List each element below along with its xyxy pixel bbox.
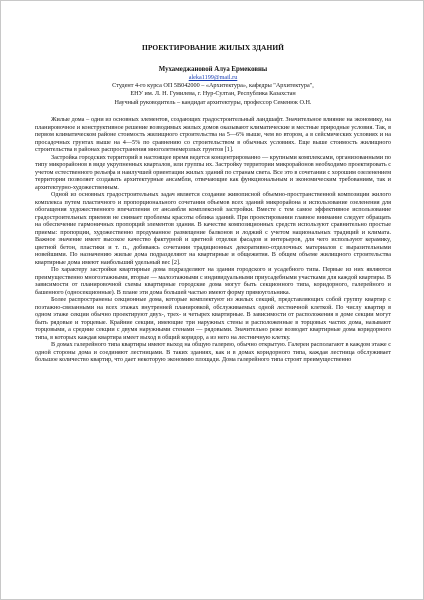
affiliation-line: Студент 4-го курса ОП 5В042000 – «Архитектура», кафедры "Архитектура",	[112, 82, 314, 89]
author-name: Мухамеджановой Алуа Ермековны	[158, 66, 268, 73]
body-paragraph: Одной из основных градостроительных задач является создание живописной объемно-пространственной композиции жилого комплекса путем пластичного и пропорционального сочетания объемов всех зданий микрорайона и использование озеленения для обогащения художественного впечатления от ансамбля комплексной застройки. Вместе с тем самое эффективное использование градостроительных приемов не снимает проблемы красоты облика зданий. При проектировании главное внимание следует обращать на обеспечение гармоничных пропорций элементов здания. В качестве композиционных средств используют сравнительно простые приемы: пропорции, художественно продуманное размещение балконов и лоджий с учетом национальных традиций и климата. Важное значение имеет высокое качество фактурной и цветной отделки фасадов и интерьеров, для чего используют керамику, цветной бетон, пластики и т. п., добиваясь сочетания традиционных декоративно-отделочных материалов с выразительными новейшими. По назначению жилые дома подразделяют на квартирные и общежития. В общем объеме жилищного строительства квартирные дома имеют наибольший удельный вес [2].	[35, 191, 391, 266]
paper-body	[35, 116, 391, 364]
body-paragraph: Жилые дома – одни из основных элементов, создающих градостроительный ландшафт. Значительное влияние на экономику, на планировочное и конструктивное решение возводимых жилых домов оказывают климатические и местные природные условия. Так, в первом климатическом районе стоимость жилищного строительства на 5—6% выше, чем во втором, а в сейсмических условиях и на просадочных грунтах выше на 4—5% по сравнению со строительством в обычных условиях. Еще выше стоимость жилищного строительства в районах распространения многолетнемерзлых грунтов [1].	[35, 116, 391, 154]
page-content	[35, 43, 391, 364]
body-paragraph: Застройка городских территорий в настоящее время ведется концентрированно — крупными комплексами, организованными по типу микрорайонов в виде укрупненных кварталов, или группы их. Застройку территории микрорайонов необходимо проектировать с учетом естественного рельефа и наилучшей ориентации жилых зданий по странам света. Все это в сочетании с хорошим озеленением территории позволяет создавать архитектурные ансамбли, отвечающие как функциональным и экономическим требованиям, так и архитектурно-художественным.	[35, 153, 391, 191]
affiliation-line: ЕНУ им. Л. Н. Гумилева, г. Нур-Султан, Республика Казахстан	[130, 90, 296, 98]
body-paragraph: В домах галерейного типа квартиры имеют выход на общую галерею, обычно открытую. Галереи располагают в каждом этаже с одной стороны дома и соединяют лестницами. В таких зданиях, как и в домах коридорного типа, каждая лестница обслуживает большое количество квартир, что дает некоторую экономию площади. Дома галерейного типа строят преимущественно	[35, 341, 391, 364]
supervisor-line: Научный руководитель – кандидат архитектуры, профессор Семенюк О.Н.	[114, 98, 312, 106]
body-paragraph: Более распространены секционные дома, которые комплектуют из жилых секций, представляющих собой группу квартир с поэтажно-связанными на всех этажах внутренней планировкой, обслуживаемых одной лестничной клеткой. По числу квартир в одном этаже секции обычно проектируют двух-, трех- и четырех квартирные. В зависимости от расположения в доме секции могут быть рядовые и торцевые. Крайние секции, имеющие три наружных стены и расположенные в торцовых частях дома, называют торцовыми, а средние секции с двумя наружными стенами — рядовыми. Значительно реже возводят квартирные дома коридорного типа, в которых каждая квартира имеет выход в общий коридор, а из него на лестничную клетку.	[35, 296, 391, 341]
body-paragraph: По характеру застройки квартирные дома подразделяют на здания городского и усадебного типа. Первые из них являются преимущественно многоэтажными, вторые — малоэтажными с индивидуальными приусадебными участками для каждой квартиры. В зависимости от планировочной схемы квартирные городские дома могут быть секционного типа, коридорного, галерейного и башенного (односекционные). В плане эти дома большей частью имеют форму прямоугольника.	[35, 266, 391, 296]
paper-title: ПРОЕКТИРОВАНИЕ ЖИЛЫХ ЗДАНИЙ	[141, 43, 285, 52]
author-email-link[interactable]: alekа1199@mail.ru	[188, 74, 238, 81]
